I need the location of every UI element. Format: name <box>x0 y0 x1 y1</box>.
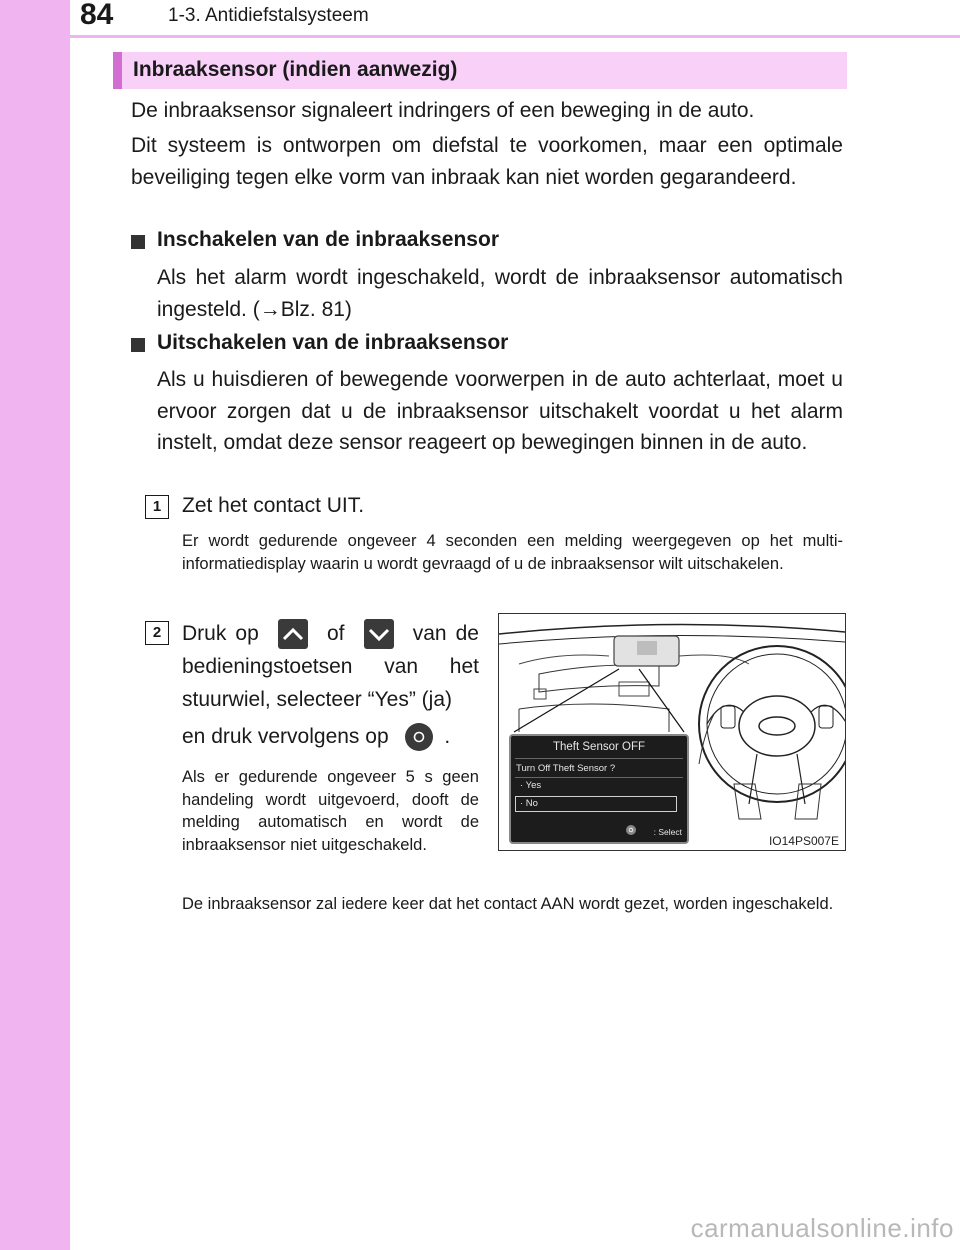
step-2-text-a: Druk op <box>182 622 259 645</box>
intro-paragraph-2: Dit systeem is ontworpen om diefstal te voorkomen, maar een optimale beveiliging tegen elke vorm van inbraak kan niet worden gegarandeerd. <box>131 134 843 189</box>
disable-body: Als u huisdieren of bewegende voorwerpen in de auto achterlaat, moet u ervoor zorgen dat u de inbraaksensor uitschakelt voordat u het alarm instelt, omdat deze sensor reageert op bewegingen binnen in de auto. <box>157 368 843 454</box>
ok-button-icon <box>404 722 434 752</box>
enable-heading: Inschakelen van de inbraaksensor <box>157 228 499 251</box>
section-title: Inbraaksensor (indien aanwezig) <box>133 58 458 81</box>
chevron-down-icon <box>364 619 394 649</box>
intro-paragraph-1: De inbraaksensor signaleert indringers of een beweging in de auto. <box>131 99 755 122</box>
final-note: De inbraaksensor zal iedere keer dat het contact AAN wordt gezet, worden ingeschakeld. <box>182 895 834 913</box>
screen-divider <box>515 777 683 778</box>
ok-button-icon <box>625 824 637 836</box>
watermark: carmanualsonline.info <box>690 1213 954 1243</box>
screen-option-yes: · Yes <box>520 780 542 791</box>
dashboard-illustration <box>498 613 846 851</box>
step-2-text-b: of <box>326 622 345 645</box>
enable-body: Als het alarm wordt ingeschakeld, wordt de inbraaksensor automatisch ingesteld. (→Blz. 81) <box>157 266 843 321</box>
multi-information-display <box>509 734 689 844</box>
section-heading <box>113 52 847 89</box>
step-1-text: Zet het contact UIT. <box>182 494 365 517</box>
bullet-square-icon <box>131 235 145 249</box>
page-sidebar <box>0 0 70 1250</box>
screen-selection-box <box>515 796 677 812</box>
step-1-number: 1 <box>145 495 169 519</box>
screen-title: Theft Sensor OFF <box>552 741 646 753</box>
chapter-title: 1-3. Antidiefstalsysteem <box>168 5 369 26</box>
step-2-note: Als er gedurende ongeveer 5 s geen handeling wordt uitgevoerd, dooft de melding automatisch en wordt de inbraaksensor niet uitgeschakeld. <box>182 768 479 854</box>
screen-divider <box>515 758 683 759</box>
step-2-text-e: . <box>444 725 451 748</box>
step-2-text <box>182 617 479 716</box>
screen-footer: : Select <box>653 827 682 837</box>
step-2-text-second <box>182 721 479 753</box>
chevron-up-icon <box>278 619 308 649</box>
bullet-square-icon <box>131 338 145 352</box>
illustration-code: IO14PS007E <box>768 834 839 848</box>
step-2-text-d: en druk vervolgens op <box>182 725 389 748</box>
step-2-number: 2 <box>145 621 169 645</box>
screen-option-no: · No <box>520 798 538 809</box>
step-2-text-c: van de bedieningstoetsen van het stuurwiel, selecteer “Yes” (ja) <box>182 622 479 711</box>
step-1-note: Er wordt gedurende ongeveer 4 seconden een melding weergegeven op het multi-informatiedisplay waarin u wordt gevraagd of u de inbraaksensor wilt uitschakelen. <box>182 532 843 573</box>
page-number: 84 <box>80 0 114 31</box>
screen-question: Turn Off Theft Sensor ? <box>516 763 616 774</box>
disable-heading: Uitschakelen van de inbraaksensor <box>157 331 509 354</box>
header-rule <box>70 35 960 38</box>
